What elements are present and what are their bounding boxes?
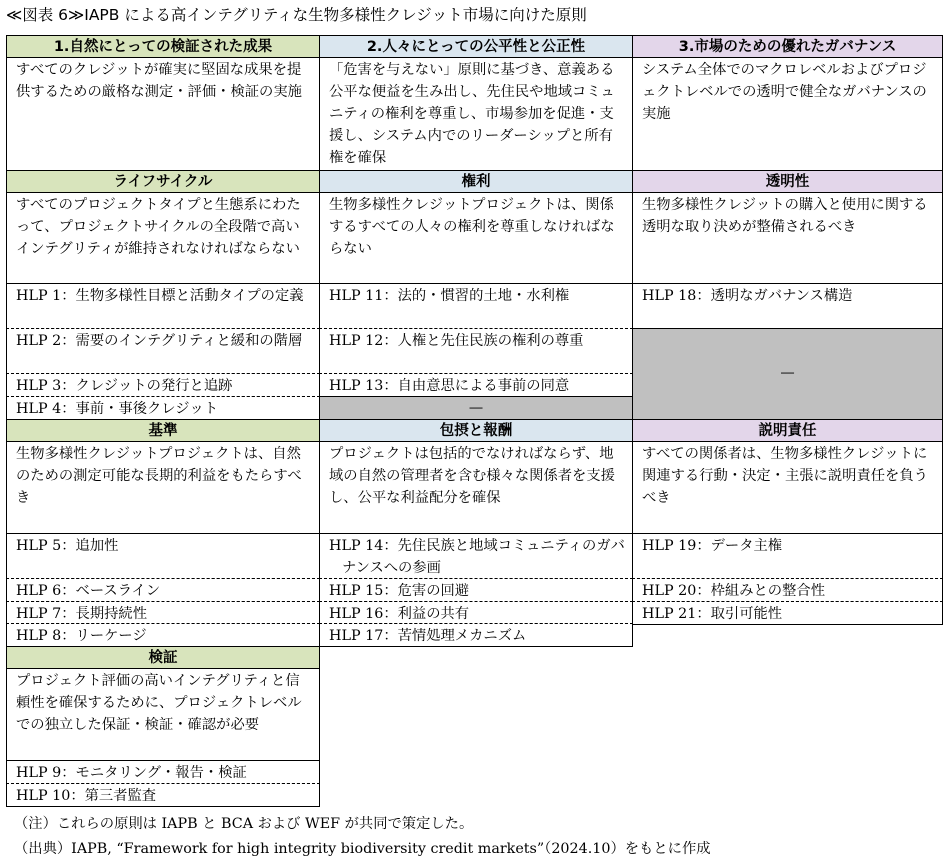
hlp-17: HLP 17：苦情処理メカニズム xyxy=(319,623,633,647)
empty-dash: — xyxy=(780,365,795,381)
principles-table xyxy=(6,35,943,805)
hlp-5: HLP 5：追加性 xyxy=(6,533,320,579)
hlp-2: HLP 2：需要のインテグリティと緩和の階層 xyxy=(6,328,320,374)
source: （出典）IAPB, “Framework for high integrity biodiversity credit markets”（2024.10）をもとに作成 xyxy=(14,841,711,857)
criteria-header: 基準 xyxy=(6,419,320,442)
note: （注）これらの原則は IAPB と BCA および WEF が共同で策定した。 xyxy=(14,816,474,832)
transparency-header: 透明性 xyxy=(632,170,943,193)
hlp-19: HLP 19：データ主権 xyxy=(632,533,943,579)
principle-2-description: 「危害を与えない」原則に基づき、意義ある公平な便益を生み出し、先住民や地域コミュニティの権利を尊重し、市場参加を促進・支援し、システム内でのリーダーシップと所有権を確保 xyxy=(319,57,633,171)
lifecycle-description: すべてのプロジェクトタイプと生態系にわたって、プロジェクトサイクルの全段階で高いインテグリティが維持されなければならない xyxy=(6,192,320,284)
rights-header: 権利 xyxy=(319,170,633,193)
empty-dash: — xyxy=(468,400,484,416)
transparency-description: 生物多様性クレジットの購入と使用に関する透明な取り決めが整備されるべき xyxy=(632,192,943,284)
accountability-description: すべての関係者は、生物多様性クレジットに関連する行動・決定・主張に説明責任を負うべき xyxy=(632,441,943,534)
hlp-13: HLP 13：自由意思による事前の同意 xyxy=(319,373,633,397)
hlp-21: HLP 21：取引可能性 xyxy=(632,601,943,625)
hlp-15: HLP 15：危害の回避 xyxy=(319,578,633,602)
hlp-7: HLP 7：長期持続性 xyxy=(6,601,320,624)
hlp-18: HLP 18：透明なガバナンス構造 xyxy=(632,283,943,329)
transparency-empty-cell xyxy=(632,328,943,420)
hlp-4: HLP 4：事前・事後クレジット xyxy=(6,396,320,420)
verification-header: 検証 xyxy=(6,646,320,669)
hlp-10: HLP 10：第三者監査 xyxy=(6,783,320,807)
principle-1-header: 1.自然にとっての検証された成果 xyxy=(6,35,320,58)
lifecycle-header: ライフサイクル xyxy=(6,170,320,193)
footnotes xyxy=(14,812,711,862)
hlp-1: HLP 1：生物多様性目標と活動タイプの定義 xyxy=(6,283,320,329)
principle-3-header: 3.市場のための優れたガバナンス xyxy=(632,35,943,58)
principle-1-description: すべてのクレジットが確実に堅固な成果を提供するための厳格な測定・評価・検証の実施 xyxy=(6,57,320,171)
hlp-3: HLP 3：クレジットの発行と追跡 xyxy=(6,373,320,397)
hlp-12: HLP 12：人権と先住民族の権利の尊重 xyxy=(319,328,633,374)
rights-empty-cell xyxy=(319,396,633,420)
hlp-20: HLP 20：枠組みとの整合性 xyxy=(632,578,943,602)
criteria-description: 生物多様性クレジットプロジェクトは、自然のための測定可能な長期的利益をもたらすべき xyxy=(6,441,320,534)
inclusion-description: プロジェクトは包括的でなければならず、地域の自然の管理者を含む様々な関係者を支援し、公平な利益配分を確保 xyxy=(319,441,633,534)
hlp-8: HLP 8：リーケージ xyxy=(6,623,320,647)
hlp-11: HLP 11：法的・慣習的土地・水利権 xyxy=(319,283,633,329)
hlp-16: HLP 16：利益の共有 xyxy=(319,601,633,624)
hlp-14: HLP 14：先住民族と地域コミュニティのガバナンスへの参画 xyxy=(319,533,633,579)
figure-title: ≪図表 6≫IAPB による高インテグリティな生物多様性クレジット市場に向けた原則 xyxy=(6,6,587,24)
verification-description: プロジェクト評価の高いインテグリティと信頼性を確保するために、プロジェクトレベルでの独立した保証・検証・確認が必要 xyxy=(6,668,320,761)
hlp-9: HLP 9：モニタリング・報告・検証 xyxy=(6,760,320,784)
rights-description: 生物多様性クレジットプロジェクトは、関係するすべての人々の権利を尊重しなければならない xyxy=(319,192,633,284)
principle-2-header: 2.人々にとっての公平性と公正性 xyxy=(319,35,633,58)
hlp-6: HLP 6：ベースライン xyxy=(6,578,320,602)
inclusion-header: 包摂と報酬 xyxy=(319,419,633,442)
principle-3-description: システム全体でのマクロレベルおよびプロジェクトレベルでの透明で健全なガバナンスの実施 xyxy=(632,57,943,171)
accountability-header: 説明責任 xyxy=(632,419,943,442)
